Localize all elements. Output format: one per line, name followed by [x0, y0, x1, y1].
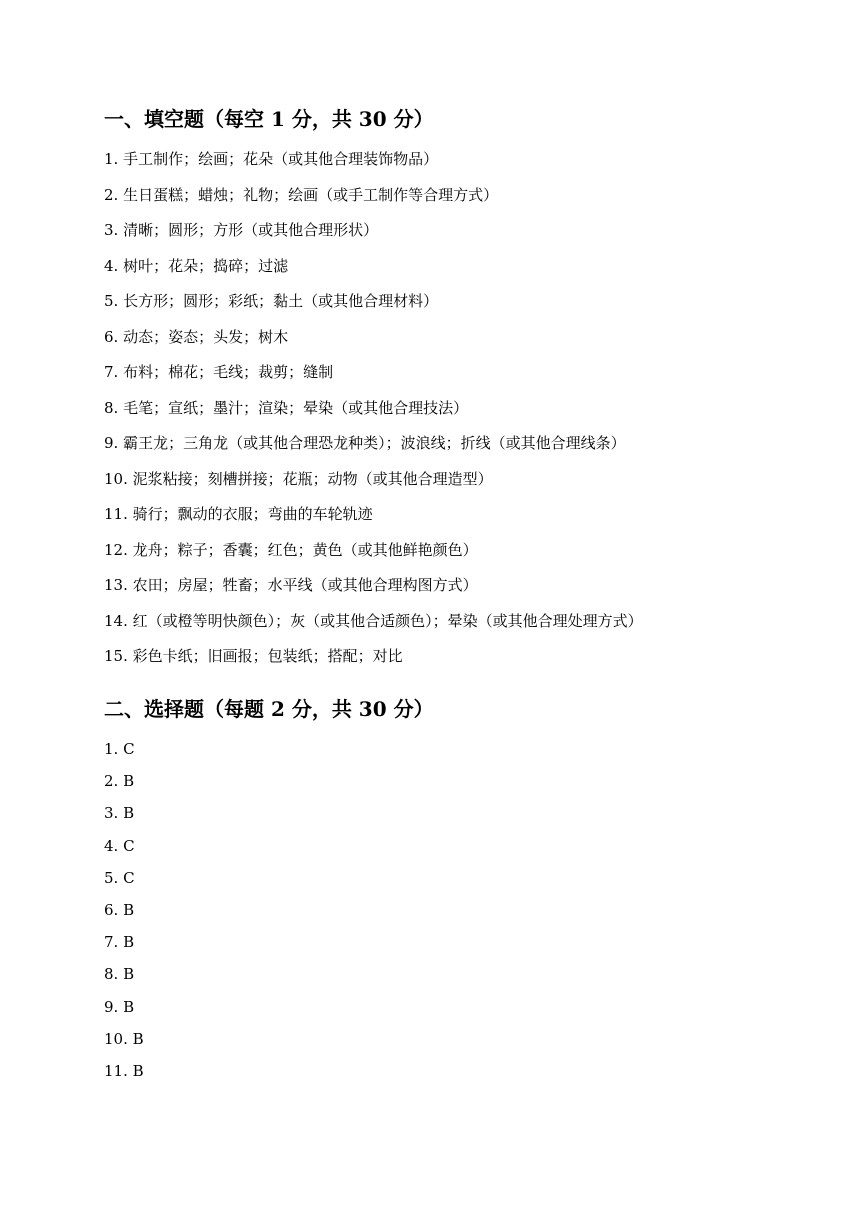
- list-item: 5. C: [104, 868, 135, 887]
- list-item: 10. B: [104, 1029, 144, 1048]
- list-item: 4. C: [104, 836, 135, 855]
- section-multiple-choice-title: 二、选择题（每题 2 分，共 30 分）: [104, 697, 434, 721]
- list-item: 13. 农田；房屋；牲畜；水平线（或其他合理构图方式）: [104, 576, 478, 594]
- list-item: 9. B: [104, 997, 135, 1016]
- list-item: 11. B: [104, 1061, 144, 1080]
- multiple-choice-answer-list: [104, 737, 144, 1091]
- list-item: 7. 布料；棉花；毛线；裁剪；缝制: [104, 363, 334, 381]
- fill-blank-answer-list: [104, 147, 643, 680]
- section-fill-blank-title: 一、填空题（每空 1 分，共 30 分）: [104, 107, 434, 131]
- list-item: 3. 清晰；圆形；方形（或其他合理形状）: [104, 221, 379, 239]
- list-item: 6. B: [104, 900, 135, 919]
- list-item: 4. 树叶；花朵；捣碎；过滤: [104, 256, 289, 275]
- list-item: 6. 动态；姿态；头发；树木: [104, 327, 289, 346]
- list-item: 1. 手工制作；绘画；花朵（或其他合理装饰物品）: [104, 150, 439, 168]
- list-item: 7. B: [104, 933, 135, 952]
- list-item: 2. 生日蛋糕；蜡烛；礼物；绘画（或手工制作等合理方式）: [104, 185, 499, 204]
- list-item: 3. B: [104, 804, 135, 823]
- list-item: 8. 毛笔；宣纸；墨汁；渲染；晕染（或其他合理技法）: [104, 398, 469, 417]
- list-item: 15. 彩色卡纸；旧画报；包装纸；搭配；对比: [104, 647, 403, 665]
- list-item: 5. 长方形；圆形；彩纸；黏土（或其他合理材料）: [104, 292, 439, 310]
- list-item: 12. 龙舟；粽子；香囊；红色；黄色（或其他鲜艳颜色）: [104, 540, 478, 559]
- list-item: 10. 泥浆粘接；刻槽拼接；花瓶；动物（或其他合理造型）: [104, 469, 493, 488]
- list-item: 1. C: [104, 740, 135, 758]
- list-item: 9. 霸王龙；三角龙（或其他合理恐龙种类）；波浪线；折线（或其他合理线条）: [104, 434, 626, 452]
- list-item: 8. B: [104, 965, 135, 984]
- list-item: 11. 骑行；飘动的衣服；弯曲的车轮轨迹: [104, 505, 373, 523]
- list-item: 2. B: [104, 772, 135, 791]
- list-item: 14. 红（或橙等明快颜色）；灰（或其他合适颜色）；晕染（或其他合理处理方式）: [104, 611, 643, 630]
